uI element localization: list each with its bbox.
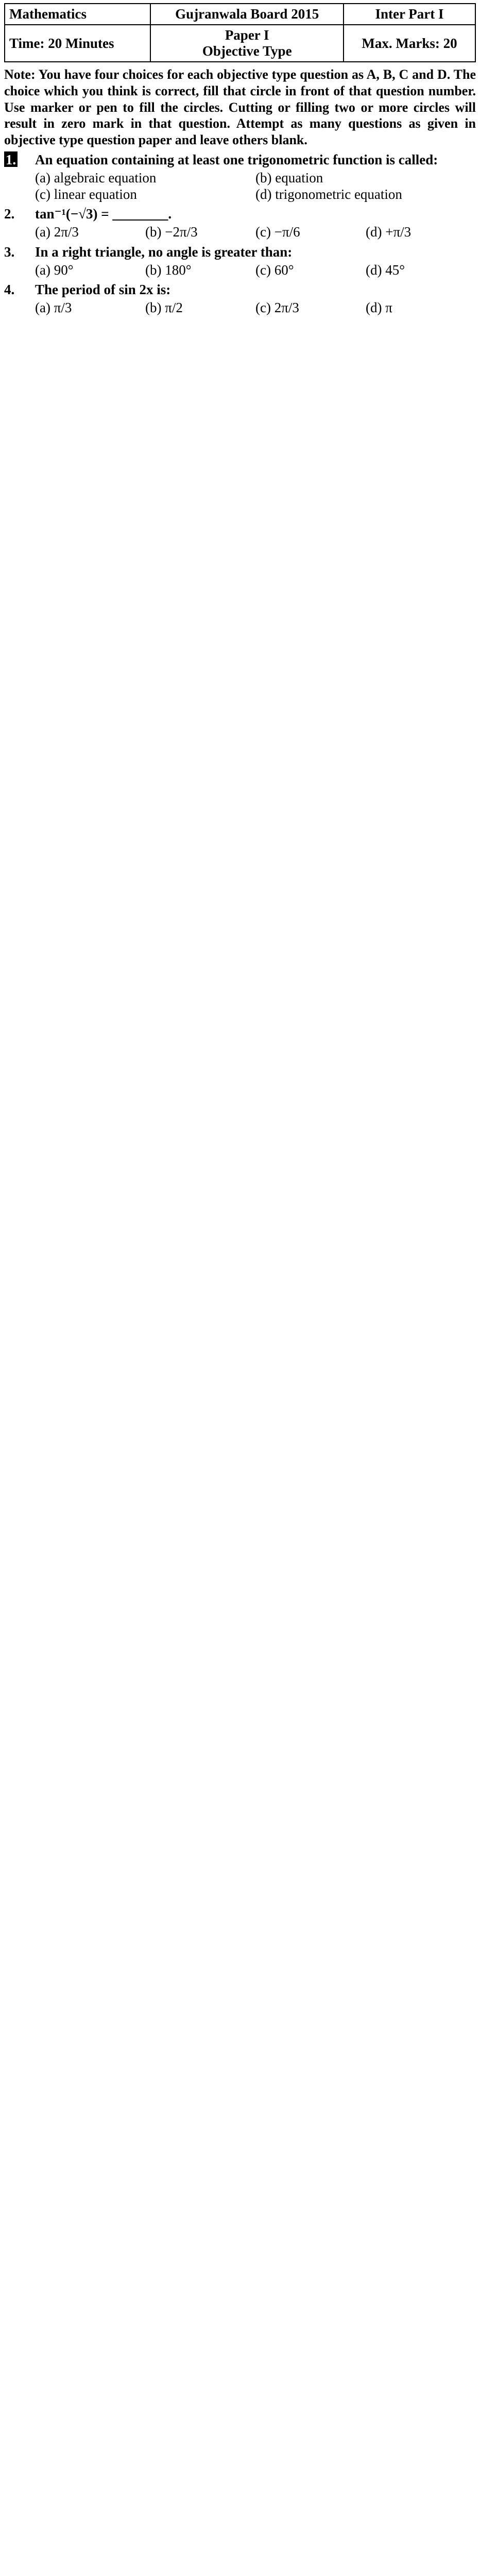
question-item	[4, 206, 476, 240]
marks-cell: Max. Marks: 20	[344, 25, 475, 62]
option-a: (a) 2π/3	[35, 224, 79, 240]
option-list	[35, 262, 476, 278]
subject-cell: Mathematics	[5, 4, 150, 25]
option-c: (c) linear equation	[35, 187, 137, 202]
question-stem: The period of sin 2x is:	[35, 282, 171, 298]
option-d: (d) trigonometric equation	[255, 187, 402, 202]
board-cell: Gujranwala Board 2015	[150, 4, 344, 25]
option-b: (b) π/2	[145, 300, 183, 316]
exam-page	[4, 3, 476, 316]
option-c: (c) −π/6	[255, 224, 300, 240]
question-item	[4, 244, 476, 278]
question-number: 2.	[4, 206, 15, 222]
level-cell: Inter Part I	[344, 4, 475, 25]
option-c: (c) 60°	[255, 262, 294, 278]
option-d: (d) 45°	[366, 262, 405, 278]
question-number: 1.	[4, 151, 18, 167]
option-list	[35, 224, 476, 240]
option-a: (a) algebraic equation	[35, 170, 157, 185]
question-stem: An equation containing at least one trigonometric function is called:	[35, 151, 438, 167]
option-list	[35, 299, 476, 316]
option-a: (a) 90°	[35, 262, 74, 278]
option-d: (d) +π/3	[366, 224, 412, 240]
objective-header-table	[4, 3, 476, 62]
option-list	[35, 170, 476, 203]
option-d: (d) π	[366, 300, 392, 316]
question-item	[4, 151, 476, 203]
option-b: (b) equation	[255, 170, 323, 185]
paper-label: Paper I	[225, 27, 269, 43]
paper-cell	[150, 25, 344, 62]
option-a: (a) π/3	[35, 300, 72, 316]
time-cell: Time: 20 Minutes	[5, 25, 150, 62]
paper-type-label: Objective Type	[202, 43, 292, 59]
option-c: (c) 2π/3	[255, 300, 299, 316]
option-b: (b) 180°	[145, 262, 192, 278]
question-number: 3.	[4, 244, 15, 260]
question-list	[4, 151, 476, 316]
instructions-note: Note: You have four choices for each objective type question as A, B, C and D. The choice which you think is correct, fill that circle in front of that question number. Use marker or pen to fill the circles. Cutting or filling two or more circles will result in zero mark in that question. Attempt as many questions as given in objective type question paper and leave others blank.	[4, 67, 476, 148]
option-b: (b) −2π/3	[145, 224, 198, 240]
question-stem: tan⁻¹(−√3) = ________.	[35, 206, 172, 222]
question-item	[4, 281, 476, 316]
question-number: 4.	[4, 282, 15, 298]
question-stem: In a right triangle, no angle is greater than:	[35, 244, 293, 260]
